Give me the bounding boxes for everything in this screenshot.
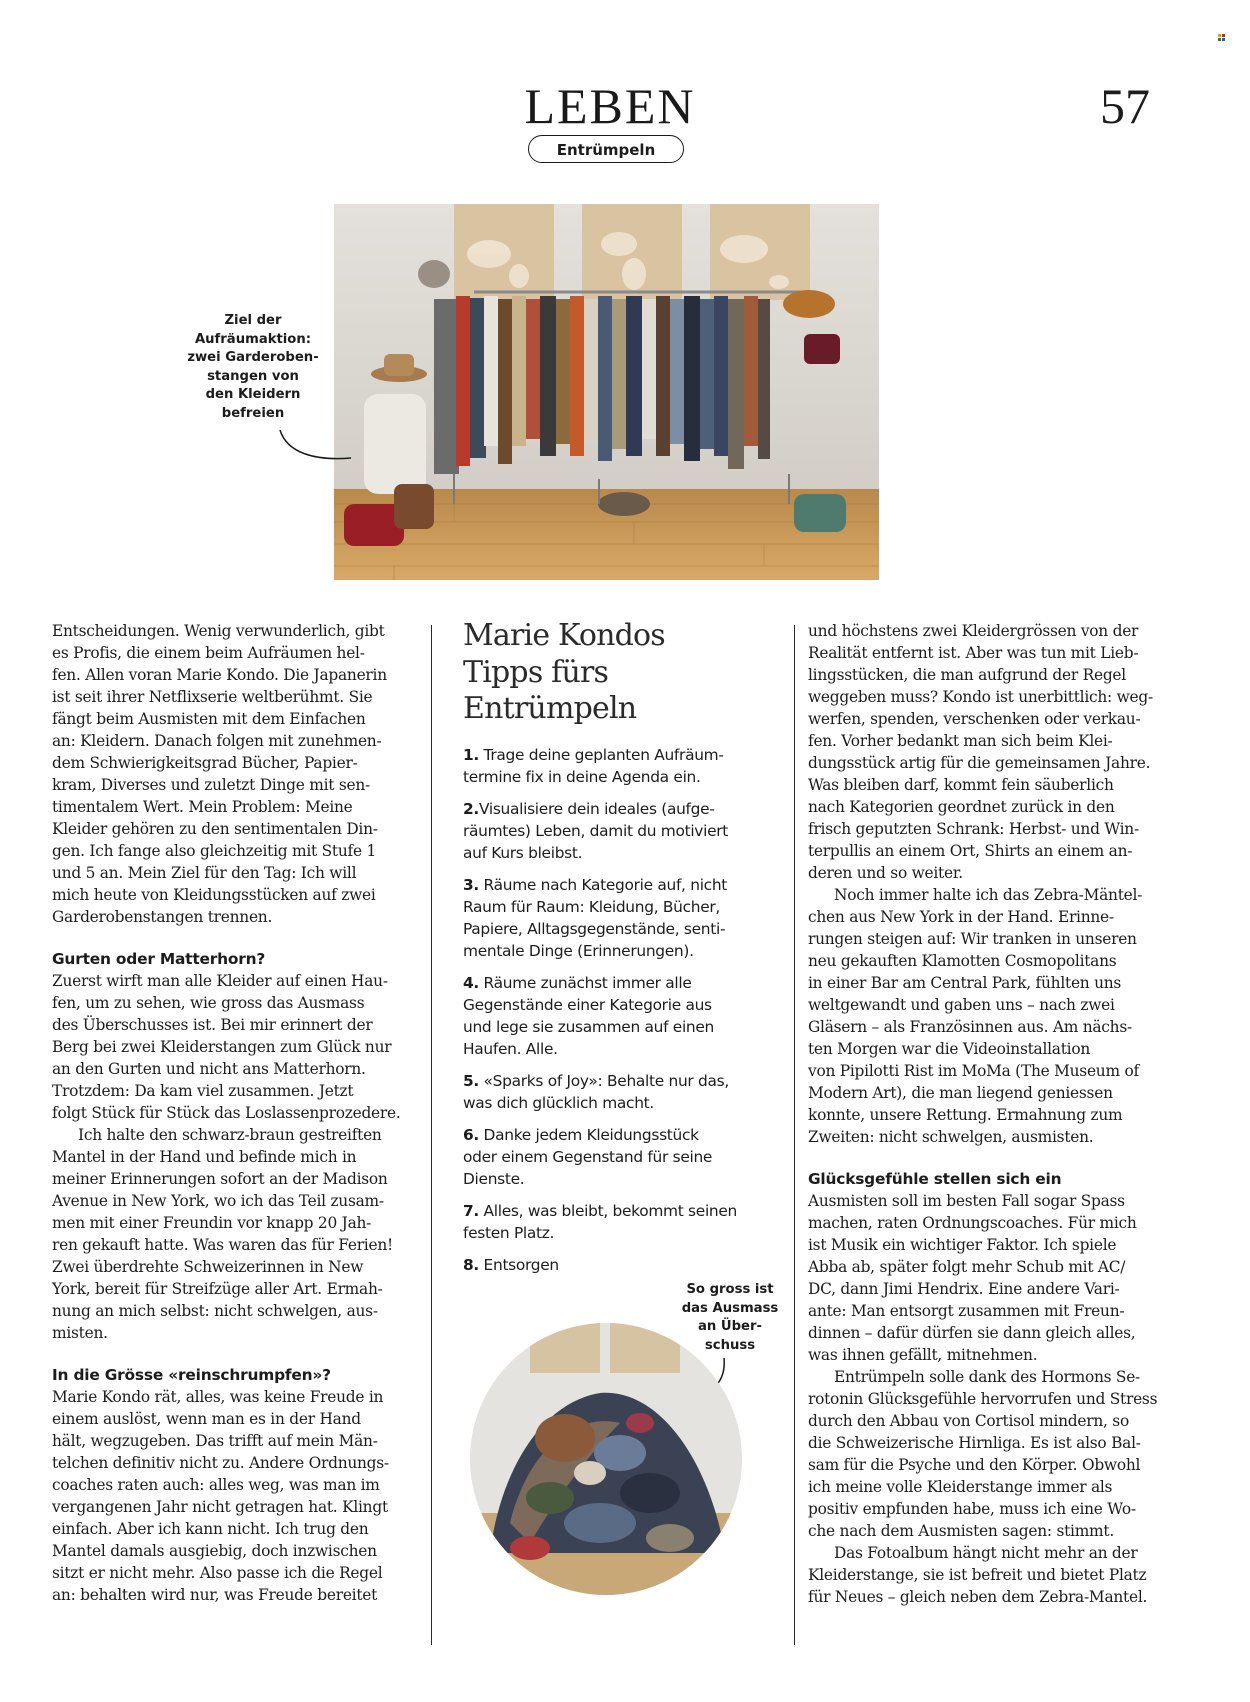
tip-text: Raum für Raum: Kleidung, Bücher, xyxy=(463,898,720,916)
text-line: misten. xyxy=(52,1324,108,1342)
tips-list xyxy=(463,744,773,1286)
text-line: und höchstens zwei Kleidergrössen von der xyxy=(808,622,1139,640)
paragraph xyxy=(808,1190,1163,1366)
text-line: neu gekauften Klamotten Cosmopolitans xyxy=(808,952,1117,970)
tip-text: Entsorgen xyxy=(478,1256,559,1274)
text-line: che nach dem Ausmisten sagen: stimmt. xyxy=(808,1522,1114,1540)
paragraph xyxy=(52,970,402,1124)
column-divider xyxy=(794,625,795,1645)
text-line: dungsstück artig für die gemeinsamen Jahre. xyxy=(808,754,1151,772)
tip-text: Papiere, Alltagsgegenstände, senti- xyxy=(463,920,726,938)
text-line: Ausmisten soll im besten Fall sogar Spass xyxy=(808,1192,1125,1210)
text-line: hält, wegzugeben. Das trifft auf mein Män- xyxy=(52,1432,378,1450)
subheading-gluecksgefuehle: Glücksgefühle stellen sich ein xyxy=(808,1170,1062,1188)
text-line: coaches raten auch: alles weg, was man im xyxy=(52,1476,380,1494)
tip-item xyxy=(463,1254,773,1276)
text-line: in einer Bar am Central Park, fühlten uns xyxy=(808,974,1122,992)
tip-item xyxy=(463,1070,773,1114)
photo-caption: Ziel der Aufräumaktion: zwei Garderoben- stangen von den Kleidern befreien xyxy=(187,313,319,421)
section-title: LEBEN xyxy=(524,78,696,134)
tip-text: Räume nach Kategorie auf, nicht xyxy=(478,876,728,894)
tip-text: festen Platz. xyxy=(463,1224,555,1242)
text-line: an: behalten wird nur, was Freude bereitet xyxy=(52,1586,378,1604)
tip-text: Gegenstände einer Kategorie aus xyxy=(463,996,712,1014)
subheading-groesse: In die Grösse «reinschrumpfen»? xyxy=(52,1366,331,1384)
paragraph xyxy=(808,620,1163,884)
text-line: Marie Kondo rät, alles, was keine Freude in xyxy=(52,1388,384,1406)
text-line: mich heute von Kleidungsstücken auf zwei xyxy=(52,886,376,904)
tip-text: auf Kurs bleibst. xyxy=(463,844,583,862)
article-column-left xyxy=(52,620,402,1606)
text-line: Entrümpeln solle dank des Hormons Se- xyxy=(834,1368,1141,1386)
text-line: einfach. Aber ich kann nicht. Ich trug den xyxy=(52,1520,369,1538)
text-line: frisch geputzten Schrank: Herbst- und Win- xyxy=(808,820,1139,838)
text-line: deren und so weiter. xyxy=(808,864,963,882)
tip-item xyxy=(463,744,773,788)
text-line: meiner Erinnerungen sofort an der Madison xyxy=(52,1170,388,1188)
tip-text: Visualisiere dein ideales (aufge- xyxy=(478,800,715,818)
text-line: die Schweizerische Hirnliga. Es ist also Bal- xyxy=(808,1434,1141,1452)
text-line: Mantel damals ausgiebig, doch inzwischen xyxy=(52,1542,377,1560)
text-line: rungen steigen auf: Wir tranken in unseren xyxy=(808,930,1137,948)
text-line: Entscheidungen. Wenig verwunderlich, gibt xyxy=(52,622,385,640)
tip-text: Dienste. xyxy=(463,1170,525,1188)
subheading-gurten: Gurten oder Matterhorn? xyxy=(52,950,266,968)
paragraph xyxy=(52,1124,402,1344)
text-line: Noch immer halte ich das Zebra-Mäntel- xyxy=(834,886,1143,904)
text-line: Trotzdem: Da kam viel zusammen. Jetzt xyxy=(52,1082,354,1100)
text-line: was ihnen gefällt, mitnehmen. xyxy=(808,1346,1038,1364)
paragraph-intro xyxy=(52,620,402,928)
text-line: Realität entfernt ist. Aber was tun mit Lieb- xyxy=(808,644,1139,662)
text-line: fen. Vorher bedankt man sich beim Klei- xyxy=(808,732,1113,750)
tip-text: und lege sie zusammen auf einen xyxy=(463,1018,715,1036)
text-line: von Pipilotti Rist im MoMa (The Museum of xyxy=(808,1062,1139,1080)
text-line: fen, um zu sehen, wie gross das Ausmass xyxy=(52,994,365,1012)
tip-number: 4. xyxy=(463,974,479,992)
text-line: für Neues – gleich neben dem Zebra-Mantel. xyxy=(808,1588,1148,1606)
text-line: machen, raten Ordnungscoaches. Für mich xyxy=(808,1214,1137,1232)
tip-text: räumtes) Leben, damit du motiviert xyxy=(463,822,729,840)
text-line: fängt beim Ausmisten mit dem Einfachen xyxy=(52,710,366,728)
tip-number: 8. xyxy=(463,1256,479,1274)
text-line: Abba ab, später folgt mehr Schub mit AC/ xyxy=(808,1258,1126,1276)
text-line: des Überschusses ist. Bei mir erinnert der xyxy=(52,1016,373,1034)
tip-text: Alles, was bleibt, bekommt seinen xyxy=(478,1202,737,1220)
text-line: Modern Art), die man liegend geniessen xyxy=(808,1084,1113,1102)
text-line: ten Morgen war die Videoinstallation xyxy=(808,1040,1091,1058)
text-line: sitzt er nicht mehr. Also passe ich die Regel xyxy=(52,1564,383,1582)
text-line: kram, Diverses und zuletzt Dinge mit sen- xyxy=(52,776,370,794)
text-line: sam für die Psyche und den Körper. Obwohl xyxy=(808,1456,1141,1474)
tip-number: 1. xyxy=(463,746,479,764)
text-line: Berg bei zwei Kleiderstangen zum Glück nur xyxy=(52,1038,392,1056)
text-line: folgt Stück für Stück das Loslassenprozedere. xyxy=(52,1104,401,1122)
text-line: nach Kategorien geordnet zurück in den xyxy=(808,798,1115,816)
text-line: Mantel in der Hand und befinde mich in xyxy=(52,1148,357,1166)
page-number: 57 xyxy=(1100,78,1150,134)
text-line: Zwei überdrehte Schweizerinnen in New xyxy=(52,1258,364,1276)
text-line: DC, dann Jimi Hendrix. Eine andere Vari- xyxy=(808,1280,1120,1298)
text-line: Avenue in New York, wo ich das Teil zusam- xyxy=(52,1192,384,1210)
clothes-heap-photo xyxy=(470,1323,742,1595)
tip-number: 2. xyxy=(463,800,479,818)
text-line: ante: Man entsorgt zusammen mit Freun- xyxy=(808,1302,1125,1320)
registration-mark-icon xyxy=(1218,34,1225,41)
tip-text: was dich glücklich macht. xyxy=(463,1094,654,1112)
text-line: dem Schwierigkeitsgrad Bücher, Papier- xyxy=(52,754,358,772)
tip-item xyxy=(463,972,773,1060)
text-line: gen. Ich fange also gleichzeitig mit Stufe 1 xyxy=(52,842,377,860)
tip-item xyxy=(463,874,773,962)
text-line: ich meine volle Kleiderstange immer als xyxy=(808,1478,1113,1496)
text-line: durch den Abbau von Cortisol mindern, so xyxy=(808,1412,1129,1430)
text-line: vergangenen Jahr nicht getragen hat. Klingt xyxy=(52,1498,388,1516)
text-line: weltgewandt und gaben uns – nach zwei xyxy=(808,996,1115,1014)
text-line: an: Kleidern. Danach folgen mit zunehmen- xyxy=(52,732,382,750)
paragraph xyxy=(52,1386,402,1606)
tip-text: «Sparks of Joy»: Behalte nur das, xyxy=(478,1072,729,1090)
text-line: konnte, unsere Rettung. Ermahnung zum xyxy=(808,1106,1123,1124)
tip-text: Haufen. Alle. xyxy=(463,1040,558,1058)
tip-text: Trage deine geplanten Aufräum- xyxy=(478,746,724,764)
text-line: telchen definitiv nicht zu. Andere Ordnungs- xyxy=(52,1454,389,1472)
tip-text: termine fix in deine Agenda ein. xyxy=(463,768,701,786)
text-line: nung an mich selbst: nicht schwelgen, aus- xyxy=(52,1302,378,1320)
text-line: ist seit ihrer Netflixserie weltberühmt. Sie xyxy=(52,688,373,706)
text-line: terpullis an einem Ort, Shirts an einem an- xyxy=(808,842,1133,860)
text-line: chen aus New York in der Hand. Erinne- xyxy=(808,908,1114,926)
tip-text: oder einem Gegenstand für seine xyxy=(463,1148,713,1166)
text-line: Gläsern – als Französinnen aus. Am nächs- xyxy=(808,1018,1132,1036)
text-line: positiv empfunden habe, muss ich eine Wo- xyxy=(808,1500,1136,1518)
tip-item xyxy=(463,1200,773,1244)
text-line: an den Gurten und nicht ans Matterhorn. xyxy=(52,1060,366,1078)
tip-item xyxy=(463,798,773,864)
text-line: weggeben muss? Kondo ist unerbittlich: weg- xyxy=(808,688,1153,706)
text-line: es Profis, die einem beim Aufräumen hel- xyxy=(52,644,365,662)
tip-number: 3. xyxy=(463,876,479,894)
text-line: einem auslöst, wenn man es in der Hand xyxy=(52,1410,361,1428)
tip-text: Danke jedem Kleidungsstück xyxy=(478,1126,699,1144)
heap-caption: So gross ist das Ausmass an Über- schuss xyxy=(681,1282,779,1353)
tip-number: 5. xyxy=(463,1072,479,1090)
text-line: Kleiderstange, sie ist befreit und bietet Platz xyxy=(808,1566,1147,1584)
text-line: Zweiten: nicht schwelgen, ausmisten. xyxy=(808,1128,1094,1146)
text-line: Das Fotoalbum hängt nicht mehr an der xyxy=(834,1544,1138,1562)
text-line: Zuerst wirft man alle Kleider auf einen Hau- xyxy=(52,972,388,990)
text-line: und 5 an. Mein Ziel für den Tag: Ich will xyxy=(52,864,357,882)
text-line: werfen, spenden, verschenken oder verkau- xyxy=(808,710,1141,728)
section-tag: Entrümpeln xyxy=(528,135,684,163)
tip-number: 6. xyxy=(463,1126,479,1144)
text-line: timentalem Wert. Mein Problem: Meine xyxy=(52,798,353,816)
text-line: rotonin Glücksgefühle hervorrufen und Stress xyxy=(808,1390,1158,1408)
tip-item xyxy=(463,1124,773,1190)
paragraph xyxy=(808,1542,1163,1608)
text-line: fen. Allen voran Marie Kondo. Die Japanerin xyxy=(52,666,387,684)
tips-title: Marie Kondos Tipps fürs Entrümpeln xyxy=(463,618,665,726)
text-line: men mit einer Freundin vor knapp 20 Jah- xyxy=(52,1214,372,1232)
caption-pointer-line xyxy=(275,425,355,465)
text-line: ist Musik ein wichtiger Faktor. Ich spiele xyxy=(808,1236,1117,1254)
text-line: dinnen – dafür dürfen sie dann gleich alles, xyxy=(808,1324,1136,1342)
paragraph xyxy=(808,1366,1163,1542)
text-line: Kleider gehören zu den sentimentalen Din- xyxy=(52,820,378,838)
tip-number: 7. xyxy=(463,1202,479,1220)
text-line: Garderobenstangen trennen. xyxy=(52,908,273,926)
text-line: Ich halte den schwarz-braun gestreiften xyxy=(78,1126,382,1144)
text-line: Was bleiben darf, kommt fein säuberlich xyxy=(808,776,1114,794)
text-line: ren gekauft hatte. Was waren das für Ferien! xyxy=(52,1236,393,1254)
tip-text: Räume zunächst immer alle xyxy=(478,974,692,992)
text-line: York, bereit für Streifzüge aller Art. Ermah- xyxy=(52,1280,383,1298)
paragraph xyxy=(808,884,1163,1148)
article-column-right xyxy=(808,620,1163,1608)
column-divider xyxy=(431,625,432,1645)
tip-text: mentale Dinge (Erinnerungen). xyxy=(463,942,694,960)
text-line: lingsstücken, die man aufgrund der Regel xyxy=(808,666,1126,684)
clothes-rack-photo xyxy=(334,204,879,580)
